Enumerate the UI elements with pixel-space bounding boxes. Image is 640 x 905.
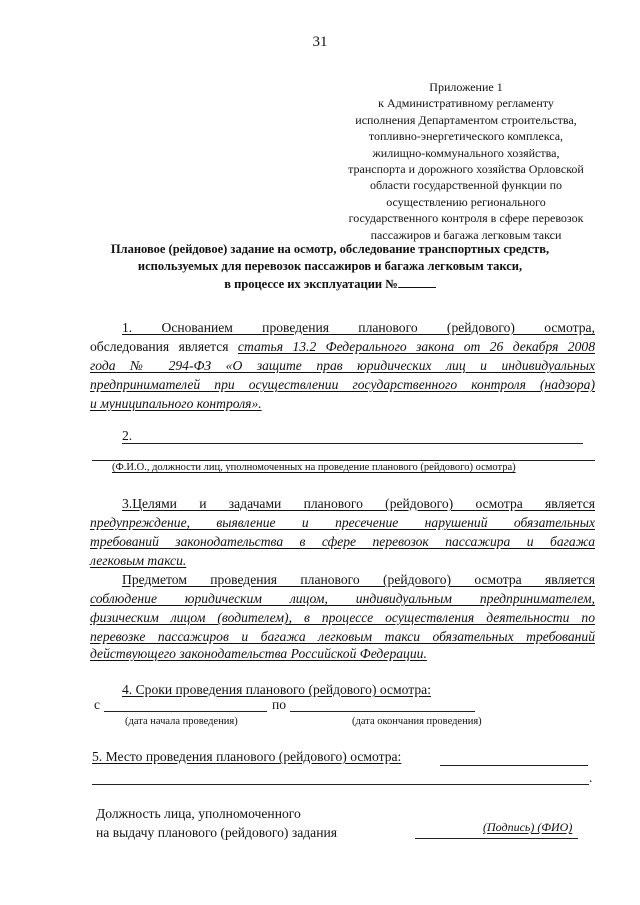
page-number: 31 (312, 34, 328, 50)
section1-line: обследования является статья 13.2 Федерального закона от 26 декабря 2008 (90, 339, 595, 354)
appendix-line: пассажиров и багажа легковым такси (370, 227, 562, 242)
section2-caption: (Ф.И.О., должности лиц, уполномоченных на проведение планового (рейдового) осмотра) (112, 462, 516, 473)
appendix-line: области государственной функции по (369, 178, 563, 193)
signatory-position-line: Должность лица, уполномоченного (96, 806, 301, 821)
section3-line: легковым такси. (90, 553, 187, 568)
appendix-line: осуществлению регионального (386, 194, 546, 209)
document-title (70, 241, 590, 293)
appendix-line: топливно-энергетического комплекса, (368, 129, 564, 144)
section1-line: и муниципального контроля». (90, 396, 262, 411)
date-to-label: по (272, 697, 287, 712)
section3-line: предупреждение, выявление и пресечение нарушений обязательных (90, 515, 595, 530)
section3-subject-line: соблюдение юридическим лицом, индивидуальным предпринимателем, (90, 591, 595, 606)
signature-caption: (Подпись) (ФИО) (483, 820, 573, 834)
section5-fill-line (440, 765, 588, 766)
appendix-line: государственного контроля в сфере перевозок (348, 211, 584, 226)
date-from-field (104, 711, 267, 712)
appendix-line: к Административному регламенту (378, 96, 554, 111)
section2-fill-line (92, 460, 595, 461)
date-to-field (290, 711, 475, 712)
section3-line: требований законодательства в сфере перевозок пассажира и багажа (90, 534, 595, 549)
title-line-text: в процессе их эксплуатации № (224, 277, 398, 291)
section5-fill-line (92, 784, 589, 785)
start-date-caption: (дата начала проведения) (125, 716, 238, 727)
title-line (70, 275, 590, 293)
title-line: Плановое (рейдовое) задание на осмотр, обследование транспортных средств, (110, 242, 550, 256)
law-reference: статья 13.2 Федерального закона от 26 декабря 2008 (237, 339, 595, 354)
section3-subject-line: Предметом проведения планового (рейдового) осмотра является (122, 572, 595, 587)
appendix-line: исполнения Департаментом строительства, (355, 112, 577, 127)
signature-field (415, 838, 578, 839)
section5-end-dot: . (589, 770, 593, 785)
section3-subject-line: физическим лицом (водителем), в процессе осуществления деятельности по (90, 610, 595, 625)
end-date-caption: (дата окончания проведения) (352, 716, 482, 727)
section3-subject-line: действующего законодательства Российской Федерации. (90, 646, 427, 661)
section4-heading: 4. Сроки проведения планового (рейдового) осмотра: (122, 682, 431, 697)
appendix-line: транспорта и дорожного хозяйства Орловской (348, 162, 584, 177)
section2-number: 2. (122, 428, 133, 443)
section2-fill-line (122, 443, 583, 444)
section5-heading: 5. Место проведения планового (рейдового) осмотра: (92, 749, 402, 764)
date-from-label: с (94, 697, 101, 712)
appendix-block (318, 79, 614, 243)
section1-line: года № 294-ФЗ «О защите прав юридических лиц и индивидуальных (90, 358, 595, 373)
appendix-line: жилищно-коммунального хозяйства, (372, 145, 560, 160)
appendix-line: Приложение 1 (429, 80, 503, 94)
title-line: используемых для перевозок пассажиров и багажа легковым такси, (137, 259, 523, 273)
section3-subject-line: перевозке пассажиров и багажа легковым такси обязательных требований (90, 629, 595, 644)
section1-line: 1. Основанием проведения планового (рейдового) осмотра, (122, 320, 595, 335)
signatory-position-line: на выдачу планового (рейдового) задания (96, 825, 337, 840)
number-blank (398, 275, 436, 288)
section1-line: предпринимателей при осуществлении государственного контроля (надзора) (90, 377, 595, 392)
section3-line: 3.Целями и задачами планового (рейдового) осмотра является (122, 496, 595, 511)
